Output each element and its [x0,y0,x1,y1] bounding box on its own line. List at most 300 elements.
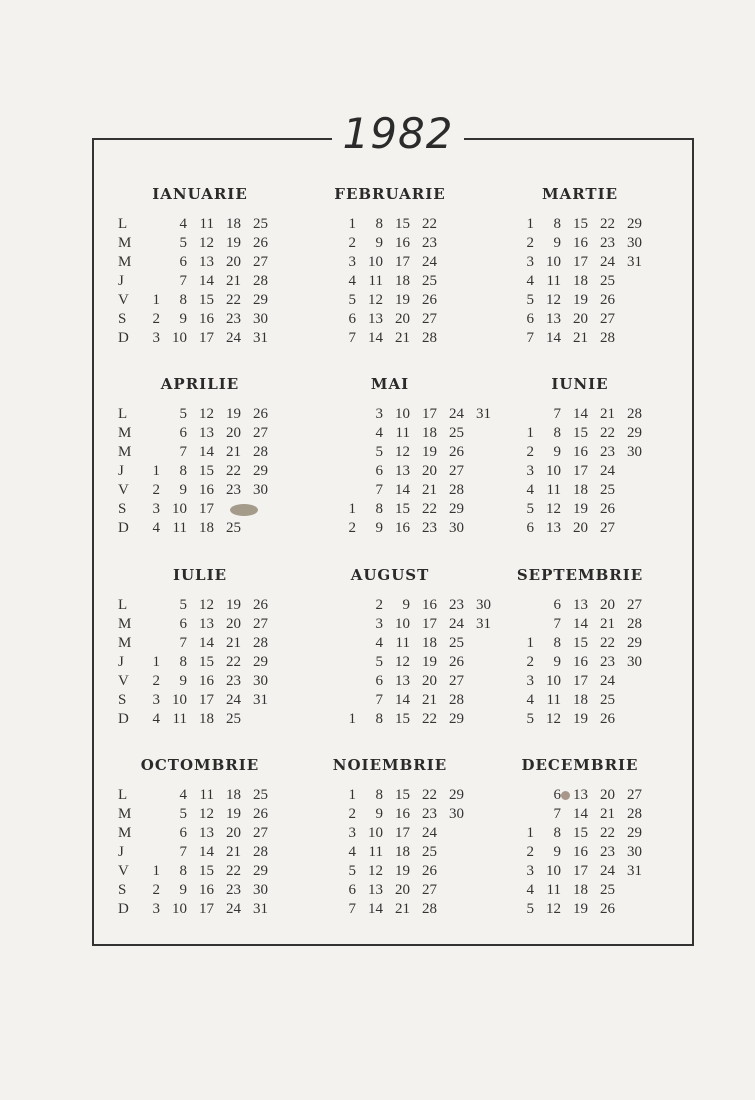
day-cell: 5 [179,406,187,422]
weekday-label: L [118,216,128,232]
day-cell: 13 [573,597,588,613]
day-cell [510,805,534,824]
day-cell: 2 [348,235,356,251]
week-column [244,405,268,538]
day-cell: 18 [573,482,588,498]
day-cell: 24 [600,463,615,479]
weekday-label: M [118,825,132,841]
day-cell: 4 [152,520,160,536]
day-cell: 25 [226,520,241,536]
week-column [386,596,410,729]
day-cell: 3 [526,673,534,689]
day-cell: 21 [422,482,437,498]
day-cell [136,234,160,253]
day-cell [332,691,356,710]
day-cell: 10 [546,254,561,270]
day-cell: 27 [600,520,615,536]
day-cell [332,653,356,672]
day-cell [618,310,642,329]
week-column [537,405,561,538]
day-cell: 19 [422,654,437,670]
day-cell [332,672,356,691]
day-cell [136,615,160,634]
week-column [413,405,437,538]
day-cell: 15 [199,463,214,479]
weekday-label: L [118,597,128,613]
day-cell: 24 [422,254,437,270]
day-cell: 30 [449,806,464,822]
day-cell: 22 [422,787,437,803]
day-cell: 19 [573,711,588,727]
day-cell [136,824,160,843]
day-cell: 31 [627,863,642,879]
day-cell: 16 [422,597,437,613]
week-column [332,215,356,348]
day-cell [645,405,669,424]
month-octombrie [100,756,300,946]
day-cell: 17 [573,863,588,879]
week-column [359,596,383,729]
day-cell: 1 [348,501,356,517]
day-cell [645,310,669,329]
day-cell: 21 [226,444,241,460]
day-cell: 11 [395,635,410,651]
day-cell: 19 [573,501,588,517]
day-cell: 4 [348,844,356,860]
day-cell [618,691,642,710]
day-cell: 14 [573,616,588,632]
day-cell: 4 [179,787,187,803]
day-cell: 24 [449,616,464,632]
day-cell: 24 [226,692,241,708]
day-cell: 8 [553,425,561,441]
day-cell [645,691,669,710]
day-cell: 11 [546,482,561,498]
day-cell [136,424,160,443]
day-cell [645,596,669,615]
day-cell: 10 [546,863,561,879]
day-cell: 23 [226,482,241,498]
day-cell: 27 [422,882,437,898]
day-cell: 9 [375,235,383,251]
day-cell: 14 [395,692,410,708]
day-cell [440,215,464,234]
day-cell: 27 [253,825,268,841]
day-cell: 23 [226,311,241,327]
day-cell [136,596,160,615]
day-cell [332,596,356,615]
week-column [190,215,214,348]
week-column [332,405,356,538]
day-cell: 9 [553,654,561,670]
day-cell [440,862,464,881]
week-column [645,405,669,538]
day-cell: 8 [179,654,187,670]
day-cell: 9 [375,806,383,822]
day-cell: 1 [526,425,534,441]
week-column [413,215,437,348]
day-cell: 16 [199,482,214,498]
day-cell [244,710,268,729]
month-name: IULIE [172,566,228,584]
day-cell: 1 [526,825,534,841]
day-cell: 12 [199,406,214,422]
day-cell [645,481,669,500]
day-cell: 6 [179,425,187,441]
weekday-label: S [118,501,127,517]
day-cell: 11 [368,273,383,289]
day-cell: 30 [627,844,642,860]
day-cell: 3 [152,901,160,917]
day-cell: 1 [152,463,160,479]
stain-mark [561,791,570,800]
day-cell: 6 [348,882,356,898]
day-cell: 8 [179,292,187,308]
day-cell [332,615,356,634]
day-cell: 4 [375,635,383,651]
day-cell [618,462,642,481]
day-cell: 28 [627,616,642,632]
day-cell [136,634,160,653]
day-cell: 8 [179,463,187,479]
week-column [564,215,588,348]
day-cell: 13 [395,463,410,479]
day-cell: 28 [253,635,268,651]
day-cell: 24 [226,330,241,346]
day-cell: 13 [199,425,214,441]
day-cell [244,519,268,538]
day-cell: 23 [600,654,615,670]
day-cell: 1 [152,292,160,308]
day-cell: 24 [422,825,437,841]
month-name: FEBRUARIE [334,185,446,203]
day-cell: 6 [553,787,561,803]
day-cell [440,272,464,291]
day-cell [440,291,464,310]
year-title: 1982 [332,106,464,162]
weekday-label: S [118,311,127,327]
day-cell: 27 [449,463,464,479]
day-cell: 18 [573,882,588,898]
day-cell: 15 [395,501,410,517]
day-cell: 7 [375,482,383,498]
day-cell: 6 [375,463,383,479]
day-cell: 26 [253,806,268,822]
day-cell: 12 [546,711,561,727]
day-cell: 9 [553,444,561,460]
day-cell: 23 [600,235,615,251]
week-column [163,215,187,348]
day-cell: 19 [422,444,437,460]
day-cell: 7 [553,616,561,632]
day-cell [332,481,356,500]
day-cell: 21 [600,806,615,822]
day-cell: 18 [395,273,410,289]
week-column [413,786,437,919]
day-cell: 12 [368,292,383,308]
day-cell: 15 [573,425,588,441]
weekday-labels [118,215,131,348]
week-column [440,215,464,348]
day-cell: 16 [199,673,214,689]
weekday-labels [118,786,131,919]
week-column [618,786,642,919]
day-cell [136,253,160,272]
day-cell: 28 [253,444,268,460]
day-cell: 8 [375,711,383,727]
day-cell: 14 [199,444,214,460]
day-cell: 5 [348,292,356,308]
day-cell: 14 [546,330,561,346]
day-cell: 12 [395,444,410,460]
day-cell: 29 [627,825,642,841]
day-cell: 23 [422,806,437,822]
day-cell: 7 [179,635,187,651]
day-cell: 20 [226,616,241,632]
day-cell: 5 [348,863,356,879]
week-column [440,786,464,919]
month-name: IANUARIE [152,185,248,203]
month-name: OCTOMBRIE [140,756,260,774]
day-cell: 11 [546,273,561,289]
day-cell: 4 [526,273,534,289]
week-column [190,405,214,538]
day-cell: 1 [152,863,160,879]
week-column [591,596,615,729]
day-cell: 29 [449,711,464,727]
day-cell: 9 [179,673,187,689]
month-name: SEPTEMBRIE [516,566,644,584]
day-cell: 13 [368,311,383,327]
day-cell: 20 [395,311,410,327]
day-cell: 4 [348,273,356,289]
day-cell: 20 [573,520,588,536]
day-cell: 2 [526,444,534,460]
day-cell: 6 [348,311,356,327]
week-column [217,786,241,919]
week-column [510,405,534,538]
day-cell [332,405,356,424]
day-cell: 29 [627,216,642,232]
day-cell: 4 [526,692,534,708]
day-cell: 12 [199,597,214,613]
weekday-label: M [118,235,132,251]
day-cell: 29 [449,787,464,803]
day-cell: 4 [375,425,383,441]
weekday-label: J [118,273,124,289]
day-cell: 26 [422,292,437,308]
weekday-label: D [118,711,129,727]
day-cell: 4 [526,482,534,498]
month-februarie [290,185,490,375]
day-cell: 29 [627,635,642,651]
day-cell: 5 [179,235,187,251]
day-cell: 12 [368,863,383,879]
day-cell: 1 [348,216,356,232]
day-cell: 10 [395,406,410,422]
day-cell: 12 [546,501,561,517]
day-cell [136,272,160,291]
day-cell: 16 [199,882,214,898]
day-cell: 30 [253,311,268,327]
day-cell: 13 [199,254,214,270]
weekday-label: M [118,425,132,441]
day-cell [645,424,669,443]
day-cell: 17 [199,501,214,517]
day-cell: 16 [395,806,410,822]
day-cell: 9 [179,882,187,898]
week-column [537,215,561,348]
day-cell: 26 [600,711,615,727]
week-column [645,596,669,729]
weekday-label: M [118,254,132,270]
day-cell: 25 [253,216,268,232]
day-cell [440,843,464,862]
week-column [163,405,187,538]
day-cell: 2 [348,806,356,822]
day-cell: 11 [172,711,187,727]
day-cell: 14 [573,806,588,822]
week-column [413,596,437,729]
day-cell: 6 [526,520,534,536]
day-cell [136,786,160,805]
weekday-label: V [118,863,129,879]
day-cell: 5 [526,711,534,727]
weekday-label: S [118,692,127,708]
day-cell: 13 [546,520,561,536]
day-cell: 26 [600,292,615,308]
day-cell: 10 [546,463,561,479]
day-cell: 2 [526,654,534,670]
day-cell: 19 [226,597,241,613]
week-column [537,596,561,729]
week-column [190,596,214,729]
day-cell: 28 [449,692,464,708]
week-column [618,405,642,538]
day-cell: 25 [422,273,437,289]
week-column [564,596,588,729]
month-august [290,566,490,756]
day-cell [332,443,356,462]
day-cell [618,500,642,519]
day-cell: 26 [449,444,464,460]
day-cell: 22 [422,711,437,727]
day-cell: 21 [422,692,437,708]
day-cell: 17 [199,692,214,708]
day-cell: 10 [172,501,187,517]
day-cell: 30 [627,235,642,251]
day-cell: 10 [172,330,187,346]
day-cell: 24 [226,901,241,917]
day-cell [645,786,669,805]
day-cell: 26 [449,654,464,670]
day-cell: 2 [375,597,383,613]
day-cell: 13 [395,673,410,689]
day-cell: 22 [600,635,615,651]
day-cell [440,234,464,253]
month-name: AUGUST [350,566,430,584]
weekday-labels [118,596,131,729]
day-cell: 3 [375,616,383,632]
day-cell: 15 [395,787,410,803]
day-cell: 12 [546,901,561,917]
day-cell: 31 [253,901,268,917]
day-cell: 15 [573,825,588,841]
day-cell: 16 [573,444,588,460]
day-cell: 18 [226,216,241,232]
day-cell: 2 [526,844,534,860]
day-cell: 2 [348,520,356,536]
week-column [618,215,642,348]
day-cell: 2 [526,235,534,251]
day-cell: 28 [253,273,268,289]
day-cell: 19 [226,806,241,822]
month-name: NOIEMBRIE [332,756,448,774]
day-cell: 25 [600,692,615,708]
week-column [537,786,561,919]
week-column [564,405,588,538]
day-cell: 15 [199,292,214,308]
day-cell: 14 [199,273,214,289]
week-column [244,596,268,729]
week-column [440,405,464,538]
day-cell [645,272,669,291]
day-cell: 18 [573,273,588,289]
day-cell: 18 [395,844,410,860]
week-column [244,786,268,919]
weekday-label: V [118,673,129,689]
day-cell [510,405,534,424]
day-cell: 29 [449,501,464,517]
day-cell: 7 [553,806,561,822]
day-cell: 4 [152,711,160,727]
day-cell: 26 [600,901,615,917]
day-cell: 16 [573,654,588,670]
day-cell: 3 [152,330,160,346]
day-cell: 13 [368,882,383,898]
day-cell: 21 [600,616,615,632]
day-cell [618,272,642,291]
day-cell: 23 [422,520,437,536]
day-cell: 7 [179,273,187,289]
day-cell: 2 [152,882,160,898]
day-cell: 15 [395,711,410,727]
day-cell: 20 [226,254,241,270]
day-cell [645,329,669,348]
day-cell: 28 [627,406,642,422]
day-cell: 25 [449,425,464,441]
week-column [645,215,669,348]
month-ianuarie [100,185,300,375]
day-cell: 25 [600,273,615,289]
day-cell: 27 [627,597,642,613]
day-cell: 31 [253,330,268,346]
day-cell: 18 [573,692,588,708]
day-cell: 8 [375,787,383,803]
month-aprilie [100,375,300,565]
day-cell [618,900,642,919]
day-cell: 7 [348,330,356,346]
day-cell [645,234,669,253]
day-cell: 3 [526,863,534,879]
week-column [359,786,383,919]
day-cell: 1 [526,635,534,651]
day-cell: 31 [627,254,642,270]
day-cell: 2 [152,673,160,689]
day-cell: 23 [449,597,464,613]
day-cell: 20 [226,425,241,441]
day-cell: 17 [573,254,588,270]
